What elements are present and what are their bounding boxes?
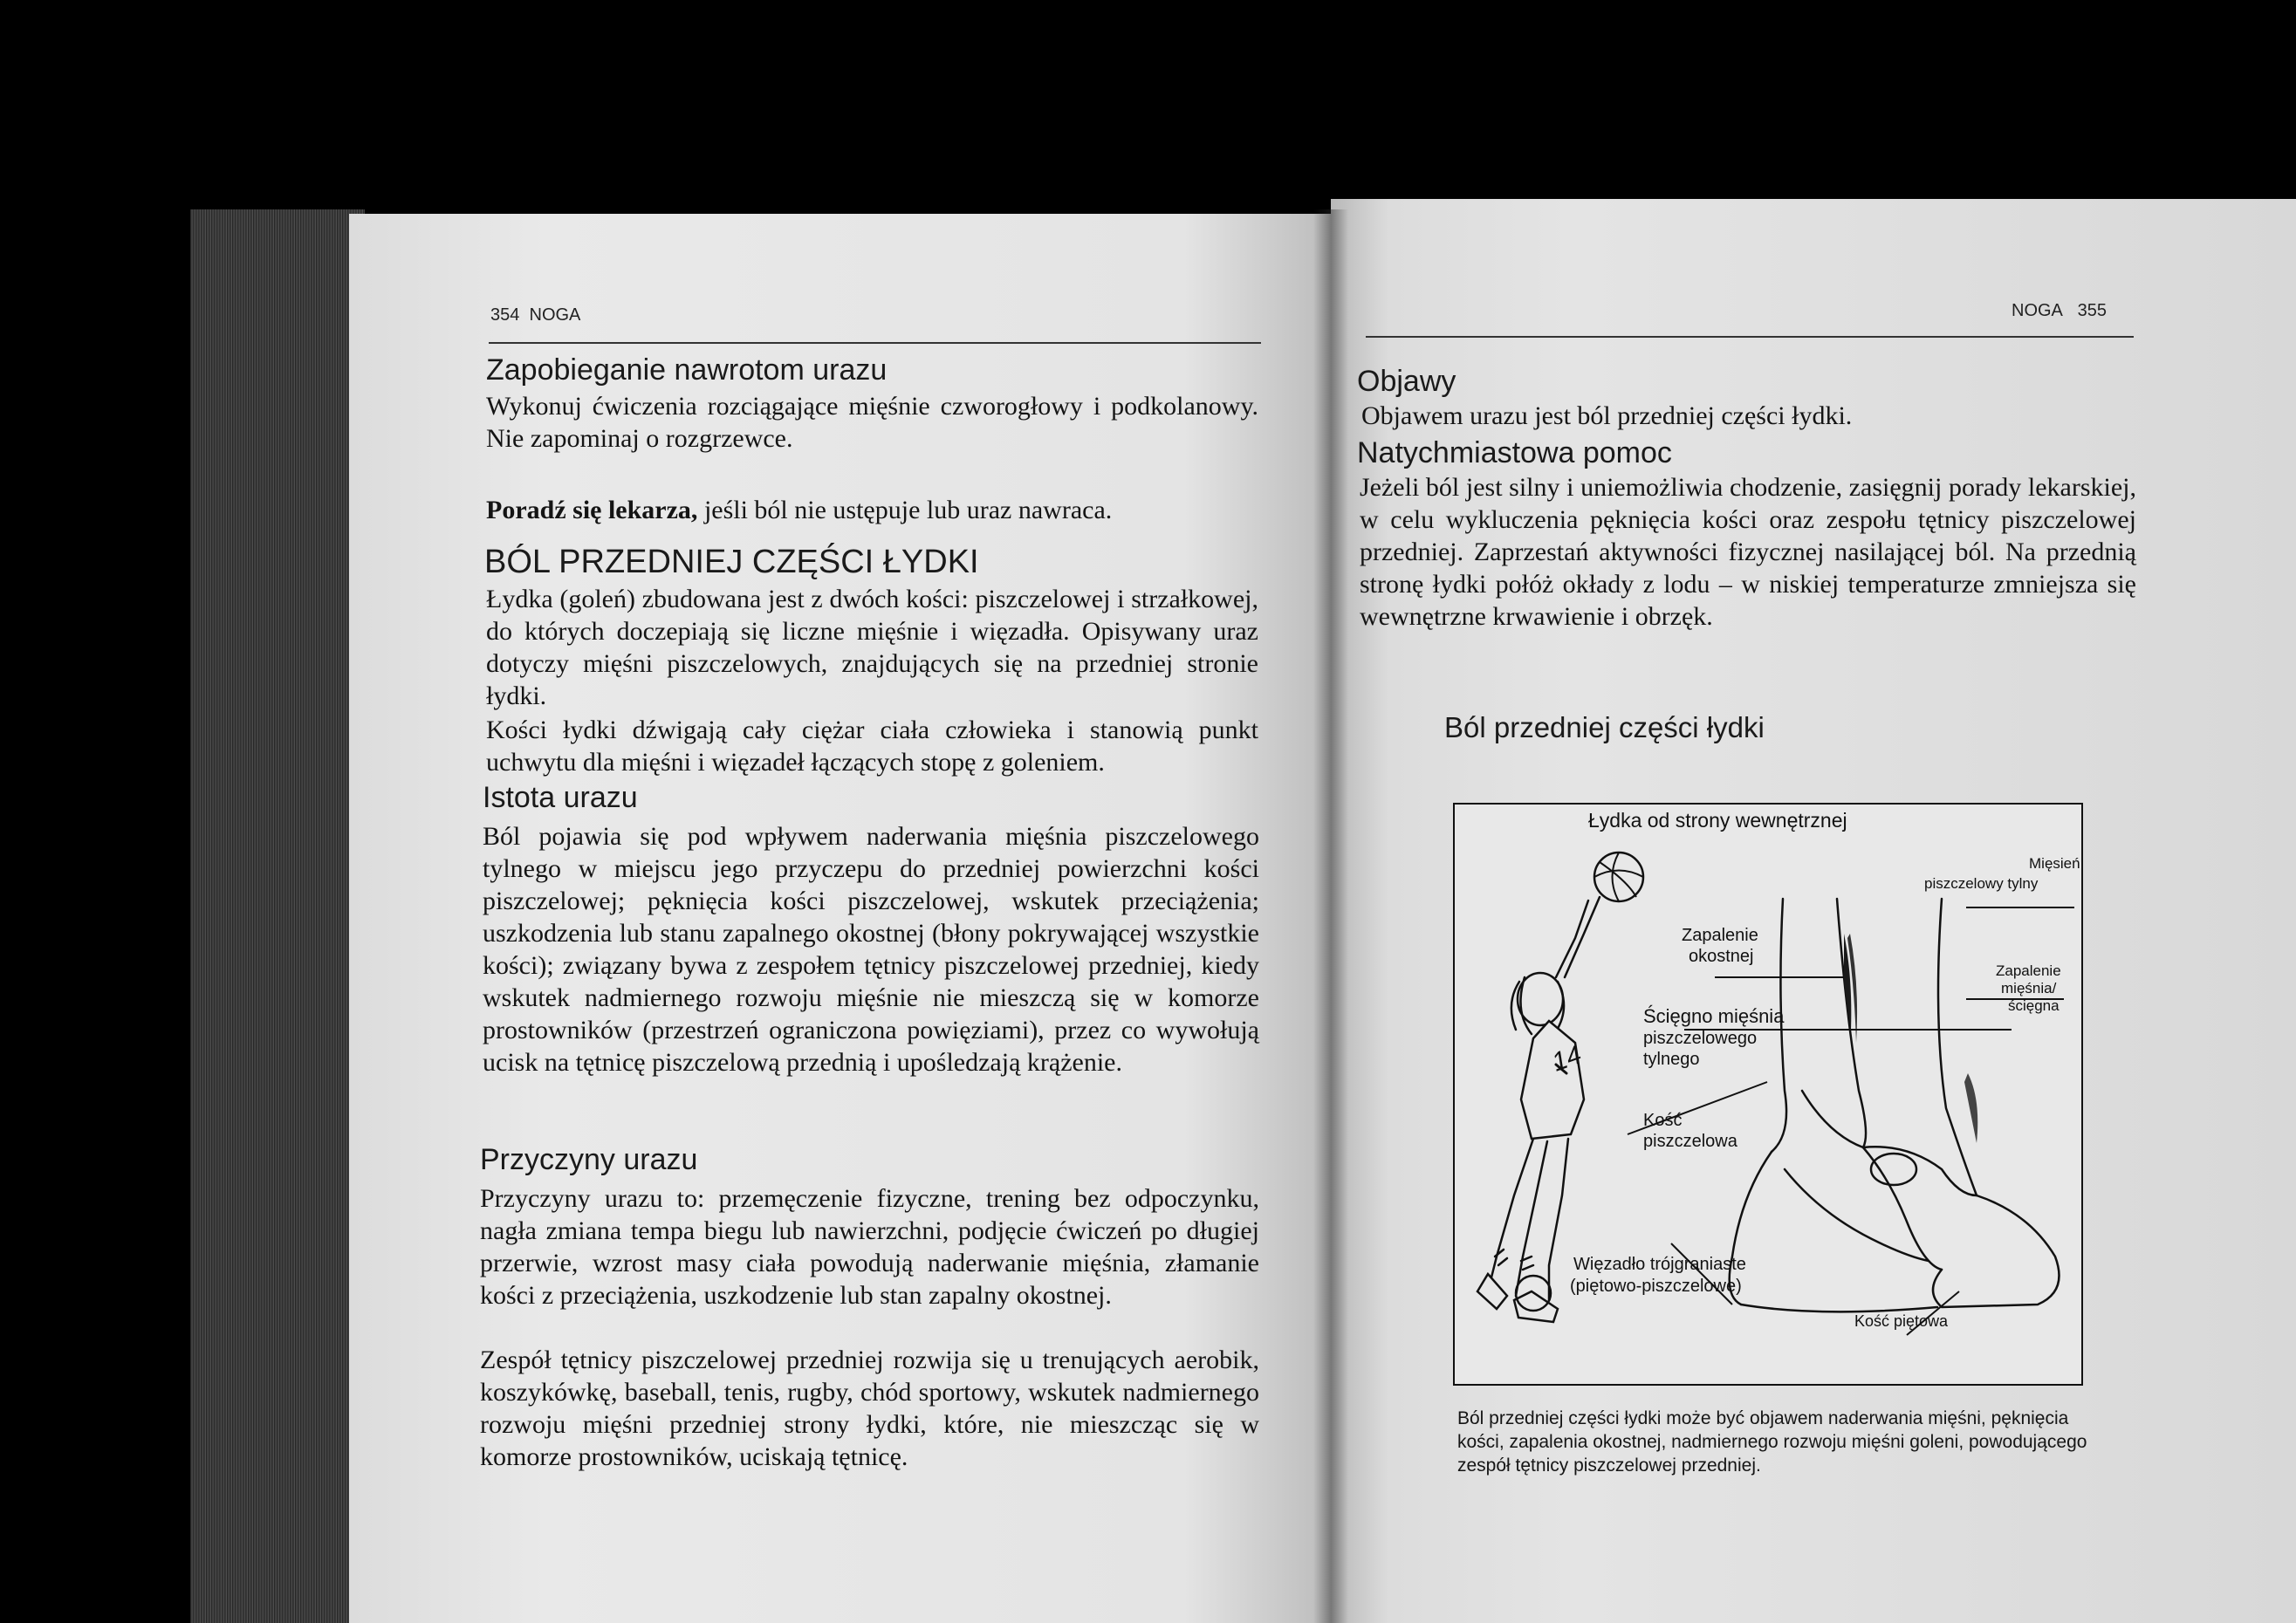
left-header-rule [489,342,1261,344]
advice-line [486,494,1258,526]
label-zapalenie-okostnej-2: okostnej [1689,947,1754,966]
label-zapalenie-miesnia-1: Zapalenie [1996,962,2061,979]
text-bol-przedniej-2: Kości łydki dźwigają cały ciężar ciała człowieka i stanowią punkt uchwytu dla mięśni i więzadeł łączących stopę z goleniem. [486,716,1258,777]
label-wiezadlo-2: (piętowo-piszczelowe) [1570,1277,1742,1296]
heading-zapobieganie: Zapobieganie nawrotom urazu [486,353,888,387]
label-miesien-1: Mięsień [2029,855,2080,872]
text-bol-przedniej: Łydka (goleń) zbudowana jest z dwóch kości: piszczelowej i strzałkowej, do których doczepiają się liczne mięśnie i więzadła. Opisywany uraz dotyczy mięśni piszczelowych, znajdujących się na przedniej stronie łydki. [486,585,1258,710]
label-kosc-piszczelowa-2: piszczelowa [1643,1132,1737,1151]
heading-natychmiastowa: Natychmiastowa pomoc [1357,436,1672,469]
left-running-head: NOGA [529,305,581,325]
jersey-number: 14 [1548,1040,1586,1078]
anatomy-figure [1453,803,2083,1386]
right-header-rule [1366,336,2134,338]
figure-title: Ból przedniej części łydki [1444,711,1765,743]
text-istota: Ból pojawia się pod wpływem naderwania mięśnia piszczelowego tylnego w miejscu jego przyczepu do przedniej powierzchni kości piszczelowej; pęknięcia kości piszczelowej, wskutek przeciążenia; uszkodzenia lub stanu zapalnego okostnej (błony pokrywającej wszystkie kości); związany bywa z zespołem tętnicy piszczelowej przedniej, kiedy wskutek nadmiernego rozwoju mięśnie nie mieszczą się w komorze prostowników (przestrzeń ograniczona powięziami), przez co wywołują ucisk na tętnicę piszczelową przednią i upośledzają krążenie. [483,822,1259,1077]
right-page-header [2012,301,2107,321]
figure-subtitle: Łydka od strony wewnętrznej [1588,809,1847,832]
label-zapalenie-miesnia-3: ścięgna [2008,997,2060,1014]
label-sciegno-1: Ścięgno mięśnia [1643,1005,1785,1027]
heading-bol-przedniej: BÓL PRZEDNIEJ CZĘŚCI ŁYDKI [484,544,979,580]
advice-text: jeśli ból nie ustępuje lub uraz nawraca. [697,496,1113,524]
heading-objawy: Objawy [1357,365,1456,398]
label-wiezadlo-1: Więzadło trójgraniaste [1573,1255,1746,1274]
text-zapobieganie: Wykonuj ćwiczenia rozciągające mięśnie czworogłowy i podkolanowy. Nie zapominaj o rozgrzewce. [486,392,1258,453]
label-miesien-2: piszczelowy tylny [1924,875,2039,892]
book-gutter [1313,209,1348,1623]
figure-caption: Ból przedniej części łydki może być objawem naderwania mięśni, pęknięcia kości, zapalenia okostnej, nadmiernego rozwoju mięśni goleni, powodującego zespół tętnicy piszczelowej przedniej. [1457,1408,2087,1476]
heading-istota: Istota urazu [483,781,638,814]
left-page-number: 354 [490,305,520,325]
heading-przyczyny: Przyczyny urazu [480,1143,698,1176]
text-objawy: Objawem urazu jest ból przedniej części łydki. [1361,401,1853,430]
label-zapalenie-miesnia-2: mięśnia/ [2001,980,2057,996]
text-przyczyny-2: Zespół tętnicy piszczelowej przedniej rozwija się u trenujących aerobik, koszykówkę, baseball, tenis, rugby, chód sportowy, wskutek nadmiernego rozwoju mięśni przedniej strony łydki, które, nie mieszcząc się w komorze prostowników, uciskają tętnicę. [480,1346,1259,1471]
label-zapalenie-okostnej-1: Zapalenie [1682,926,1758,945]
text-natychmiastowa: Jeżeli ból jest silny i uniemożliwia chodzenie, zasięgnij porady lekarskiej, w celu wykluczenia pęknięcia kości oraz zespołu tętnicy piszczelowej przedniej. Zaprzestań aktywności fizycznej nasilającej ból. Na przednią stronę łydki połóż okłady z lodu – w niskiej temperaturze zmniejsza się wewnętrzne krwawienie i obrzęk. [1360,473,2136,631]
right-running-head: NOGA [2012,301,2063,320]
page-stack-edge [190,209,365,1623]
right-page-number: 355 [2077,301,2107,320]
label-sciegno-3: tylnego [1643,1050,1700,1069]
text-przyczyny: Przyczyny urazu to: przemęczenie fizyczne, trening bez odpoczynku, nagła zmiana tempa biegu lub nawierzchni, podjęcie ćwiczeń po długiej przerwie, wzrost masy ciała powodują naderwanie mięśnia, złamanie kości z przeciążenia, uszkodzenie lub stan zapalny okostnej. [480,1184,1259,1310]
label-kosc-piszczelowa-1: Kość [1643,1111,1683,1130]
label-sciegno-2: piszczelowego [1643,1029,1758,1048]
advice-bold: Poradź się lekarza, [486,496,698,524]
label-kosc-pietowa: Kość piętowa [1854,1312,1949,1330]
left-page-header [490,305,580,325]
